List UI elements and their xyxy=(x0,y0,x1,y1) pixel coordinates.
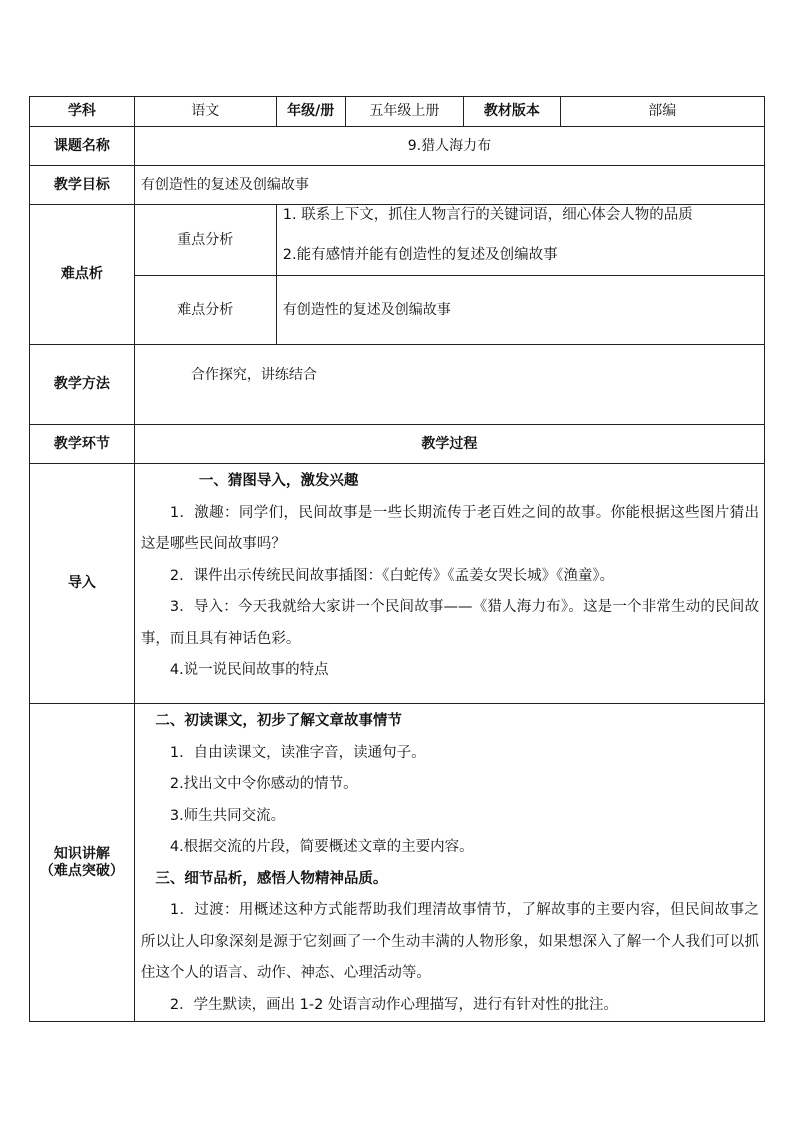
intro-paragraph-3: 3．导入：今天我就给大家讲一个民间故事——《猎人海力布》。这是一个非常生动的民间故事，而且具有神话色彩。 xyxy=(140,599,759,647)
knowledge-body xyxy=(134,704,764,1022)
key-analysis-line-2: 2.能有感情并能有创造性的复述及创编故事 xyxy=(282,247,558,263)
knowledge-sub-label: （难点突破） xyxy=(39,862,124,879)
lesson-name-label: 课题名称 xyxy=(30,127,135,166)
key-analysis-label: 重点分析 xyxy=(134,205,276,276)
subject-label: 学科 xyxy=(30,97,135,127)
lesson-name-value: 9.猎人海力布 xyxy=(134,127,764,166)
process-label: 教学环节 xyxy=(30,425,135,464)
goal-value: 有创造性的复述及创编故事 xyxy=(134,166,764,205)
knowledge-item-5: 1．过渡：用概述这种方式能帮助我们理清故事情节，了解故事的主要内容，但民间故事之所以让人印象深刻是源于它刻画了一个生动丰满的人物形象，如果想深入了解一个人我们可以抓住这个人的语言、动作、神态、心理活动等。 xyxy=(140,902,759,981)
hard-analysis-label: 难点分析 xyxy=(134,276,276,345)
intro-paragraph-1: 1．激趣：同学们，民间故事是一些长期流传于老百姓之间的故事。你能根据这些图片猜出这是哪些民间故事吗？ xyxy=(140,504,759,552)
knowledge-heading-1: 二、初读课文，初步了解文章故事情节 xyxy=(155,713,402,729)
method-row xyxy=(30,345,765,425)
knowledge-row xyxy=(30,704,765,1022)
grade-value: 五年级上册 xyxy=(345,97,464,127)
knowledge-heading-2: 三、细节品析，感悟人物精神品质。 xyxy=(155,870,388,887)
knowledge-item-1: 1．自由读课文，读准字音，读通句子。 xyxy=(169,744,426,761)
grade-label: 年级/册 xyxy=(276,97,345,127)
header-row xyxy=(30,97,765,127)
intro-paragraph-2: 2．课件出示传统民间故事插图：《白蛇传》《孟姜女哭长城》《渔童》。 xyxy=(169,567,615,584)
knowledge-item-4: 4.根据交流的片段，简要概述文章的主要内容。 xyxy=(169,839,474,855)
knowledge-label-cell xyxy=(30,704,135,1022)
knowledge-item-6: 2．学生默读，画出 1-2 处语言动作心理描写，进行有针对性的批注。 xyxy=(169,996,618,1013)
intro-row xyxy=(30,464,765,704)
lesson-name-row xyxy=(30,127,765,166)
method-value: 合作探究，讲练结合 xyxy=(134,345,764,425)
knowledge-item-3: 3.师生共同交流。 xyxy=(169,807,286,824)
edition-value: 部编 xyxy=(560,97,764,127)
intro-paragraph-4: 4.说一说民间故事的特点 xyxy=(169,662,329,678)
hard-analysis-value: 有创造性的复述及创编故事 xyxy=(276,276,764,345)
key-analysis-cell xyxy=(276,205,764,276)
knowledge-item-2: 2.找出文中令你感动的情节。 xyxy=(169,776,358,792)
lesson-plan-table xyxy=(29,96,765,1022)
subject-value: 语文 xyxy=(134,97,276,127)
process-header-row xyxy=(30,425,765,464)
key-analysis-row xyxy=(30,205,765,276)
edition-label: 教材版本 xyxy=(464,97,560,127)
key-analysis-line-1: 1. 联系上下文，抓住人物言行的关键词语，细心体会人物的品质 xyxy=(282,207,693,223)
intro-label: 导入 xyxy=(30,464,135,704)
knowledge-label: 知识讲解 xyxy=(53,845,110,862)
intro-body xyxy=(134,464,764,704)
goal-label: 教学目标 xyxy=(30,166,135,205)
hard-analysis-row xyxy=(30,276,765,345)
intro-heading: 一、猜图导入，激发兴趣 xyxy=(198,473,359,489)
process-value: 教学过程 xyxy=(134,425,764,464)
goal-row xyxy=(30,166,765,205)
method-label: 教学方法 xyxy=(30,345,135,425)
difficulty-label: 难点析 xyxy=(30,205,135,345)
